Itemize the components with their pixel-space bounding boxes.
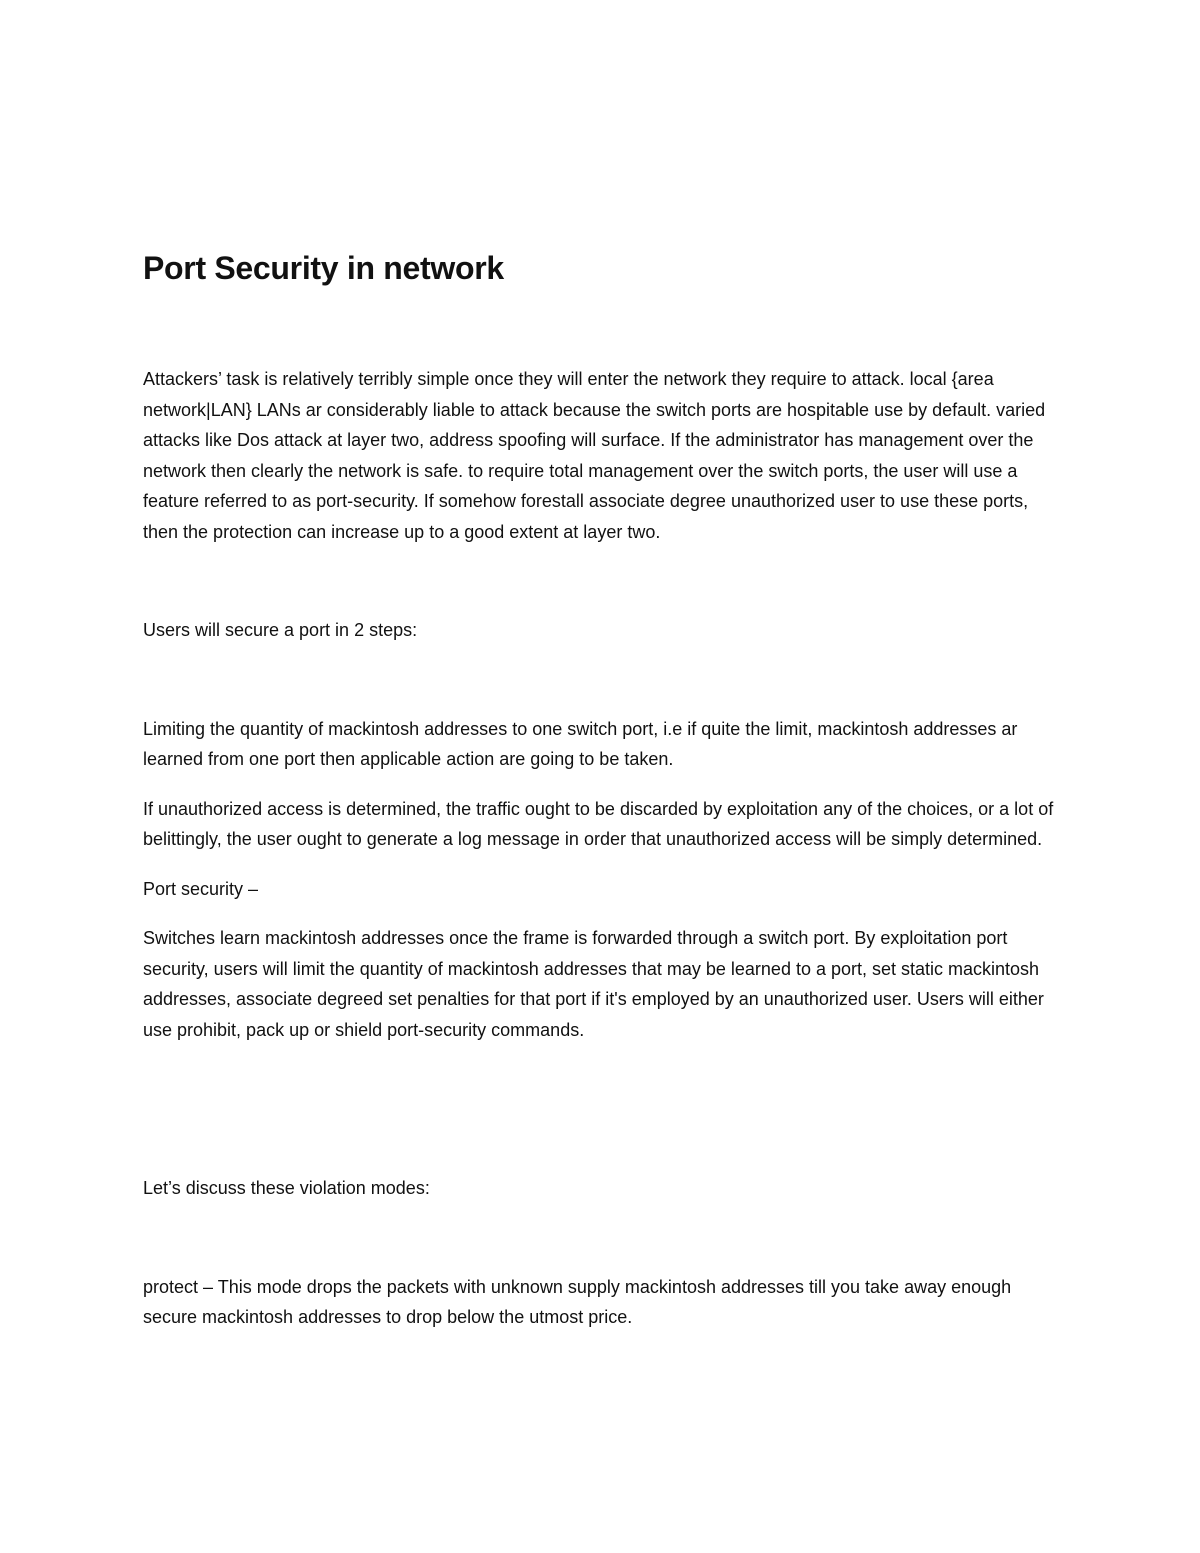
paragraph-steps-intro: Users will secure a port in 2 steps: [143, 620, 418, 640]
paragraph-violation-modes: Let’s discuss these violation modes: [143, 1178, 430, 1198]
document-title: Port Security in network [143, 250, 504, 286]
paragraph-intro: Attackers’ task is relatively terribly simple once they will enter the network they require to attack. local {area network|LAN} LANs ar considerably liable to attack because the switch ports are hospitable use by default. varied attacks like Dos attack at layer two, address spoofing will surface. If the administrator has management over the network then clearly the network is safe. to require total management over the switch ports, the user will use a feature referred to as port-security. If somehow forestall associate degree unauthorized user to use these ports, then the protection can increase up to a good extent at layer two. [143, 369, 1046, 542]
paragraph-step-unauthorized: If unauthorized access is determined, the traffic ought to be discarded by exploitation any of the choices, or a lot of belittingly, the user ought to generate a log message in order that unauthorized access will be simply determined. [143, 798, 1054, 849]
paragraph-protect-mode: protect – This mode drops the packets with unknown supply mackintosh addresses till you take away enough secure mackintosh addresses to drop below the utmost price. [143, 1276, 1012, 1327]
document-body [143, 248, 1063, 1333]
paragraph-port-security: Switches learn mackintosh addresses once the frame is forwarded through a switch port. By exploitation port security, users will limit the quantity of mackintosh addresses that may be learned to a port, set static mackintosh addresses, associate degreed set penalties for that port if it's employed by an unauthorized user. Users will either use prohibit, pack up or shield port-security commands. [143, 928, 1044, 1040]
paragraph-step-limit: Limiting the quantity of mackintosh addresses to one switch port, i.e if quite the limit, mackintosh addresses ar learned from one port then applicable action are going to be taken. [143, 718, 1018, 769]
paragraph-port-security-heading: Port security – [143, 878, 259, 899]
